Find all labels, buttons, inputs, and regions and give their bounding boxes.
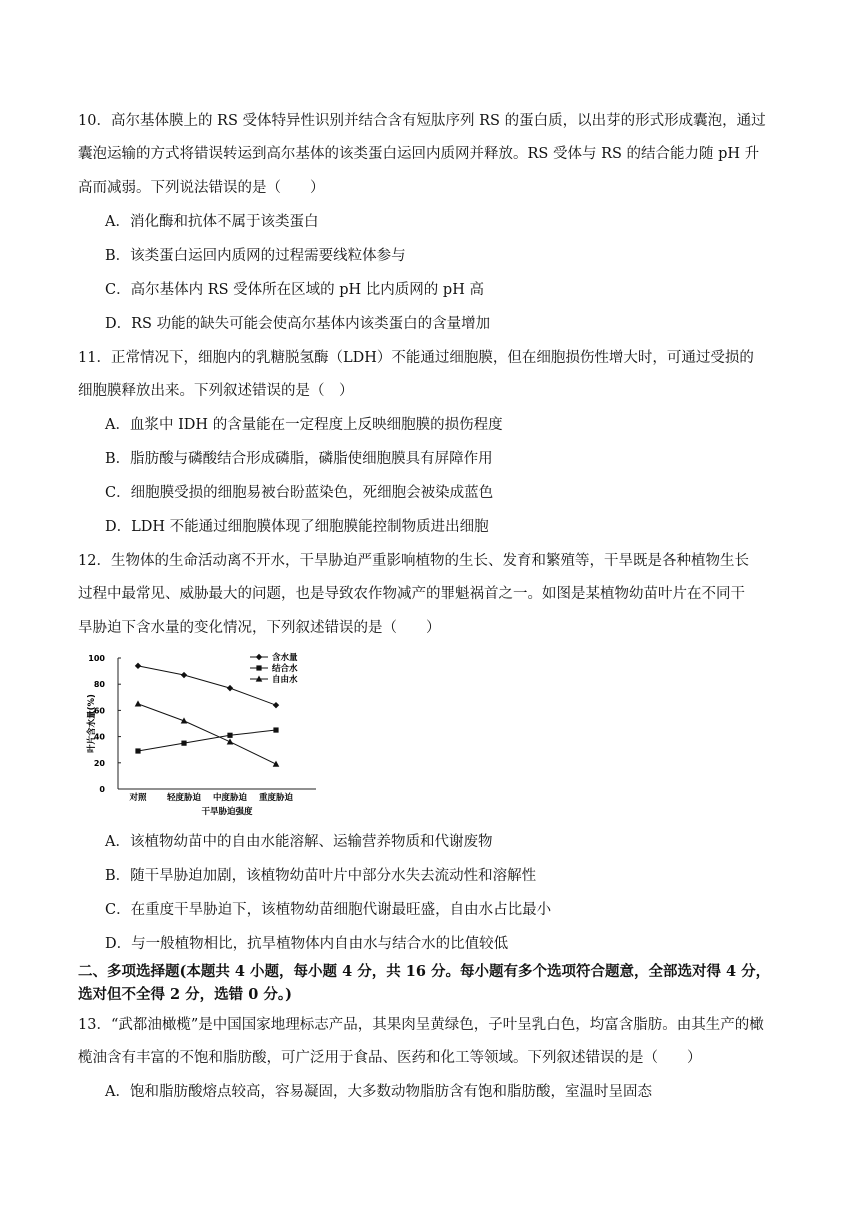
chart-series-lines xyxy=(138,666,276,764)
y-tick-label: 80 xyxy=(93,680,105,690)
section2-heading-line-2: 选对但不全得 2 分，选错 0 分。) xyxy=(78,986,292,1003)
q12-option-a: A．该植物幼苗中的自由水能溶解、运输营养物质和代谢废物 xyxy=(105,834,493,850)
q10-option-a: A．消化酶和抗体不属于该类蛋白 xyxy=(105,214,319,230)
data-point-square xyxy=(273,727,278,732)
q12-stem-line-1: 12．生物体的生命活动离不开水，干旱胁迫严重影响植物的生长、发育和繁殖等，干旱既是各种植物生长 xyxy=(78,553,749,569)
q11-stem-line-2: 细胞膜释放出来。下列叙述错误的是（ ） xyxy=(78,383,354,399)
x-tick-label: 重度胁迫 xyxy=(258,793,294,803)
data-point-diamond xyxy=(227,685,233,691)
q10-option-d: D．RS 功能的缺失可能会使高尔基体内该类蛋白的含量增加 xyxy=(105,316,491,332)
data-point-square xyxy=(135,748,140,753)
q10-stem-line-3: 高而减弱。下列说法错误的是（ ） xyxy=(78,180,325,196)
data-point-diamond xyxy=(273,702,279,708)
series-line-1 xyxy=(138,666,276,705)
water-content-line-chart xyxy=(84,646,324,826)
series-line-3 xyxy=(138,704,276,764)
q12-option-d: D．与一般植物相比，抗旱植物体内自由水与结合水的比值较低 xyxy=(105,936,509,952)
legend-label: 含水量 xyxy=(272,653,298,663)
legend-label: 结合水 xyxy=(272,664,298,674)
q13-option-a: A．饱和脂肪酸熔点较高，容易凝固，大多数动物脂肪含有饱和脂肪酸，室温时呈固态 xyxy=(105,1084,652,1100)
x-axis-title: 干旱胁迫强度 xyxy=(201,807,253,817)
q12-stem-line-2: 过程中最常见、威胁最大的问题，也是导致农作物减产的罪魁祸首之一。如图是某植物幼苗叶片在不同干 xyxy=(78,586,745,602)
data-point-triangle xyxy=(273,761,280,767)
section2-heading-line-1: 二、多项选择题(本题共 4 小题，每小题 4 分，共 16 分。每小题有多个选项符合题意，全部选对得 4 分， xyxy=(78,963,771,980)
q11-stem-line-1: 11．正常情况下，细胞内的乳糖脱氢酶（LDH）不能通过细胞膜，但在细胞损伤性增大时，可通过受损的 xyxy=(78,350,754,366)
data-point-triangle xyxy=(135,700,142,706)
legend-marker-square xyxy=(256,665,261,670)
q10-stem-line-2: 囊泡运输的方式将错误转运到高尔基体的该类蛋白运回内质网并释放。RS 受体与 RS 的结合能力随 pH 升 xyxy=(78,146,760,162)
data-point-triangle xyxy=(227,738,234,744)
q11-option-a: A．血浆中 IDH 的含量能在一定程度上反映细胞膜的损伤程度 xyxy=(105,417,503,433)
x-tick-label: 轻度胁迫 xyxy=(166,793,202,803)
q12-option-b: B．随干旱胁迫加剧，该植物幼苗叶片中部分水失去流动性和溶解性 xyxy=(105,868,537,884)
q10-option-b: B．该类蛋白运回内质网的过程需要线粒体参与 xyxy=(105,248,406,264)
y-axis-title: 叶片含水量(%) xyxy=(87,694,97,753)
q12-option-c: C．在重度干旱胁迫下，该植物幼苗细胞代谢最旺盛，自由水占比最小 xyxy=(105,902,552,918)
q12-stem-line-3: 旱胁迫下含水量的变化情况，下列叙述错误的是（ ） xyxy=(78,620,441,636)
legend-label: 自由水 xyxy=(272,675,298,685)
q11-option-c: C．细胞膜受损的细胞易被台盼蓝染色，死细胞会被染成蓝色 xyxy=(105,485,494,501)
q10-stem-line-1: 10．高尔基体膜上的 RS 受体特异性识别并结合含有短肽序列 RS 的蛋白质，以出芽的形式形成囊泡，通过 xyxy=(78,113,766,129)
data-point-diamond xyxy=(135,663,141,669)
y-tick-label: 100 xyxy=(88,654,105,663)
q11-option-b: B．脂肪酸与磷酸结合形成磷脂，磷脂使细胞膜具有屏障作用 xyxy=(105,451,493,467)
x-tick-label: 对照 xyxy=(129,793,147,803)
y-tick-label: 0 xyxy=(99,785,105,794)
x-tick-label: 中度胁迫 xyxy=(212,793,248,803)
q11-option-d: D．LDH 不能通过细胞膜体现了细胞膜能控制物质进出细胞 xyxy=(105,519,489,535)
y-tick-label: 60 xyxy=(93,706,105,716)
q10-option-c: C．高尔基体内 RS 受体所在区域的 pH 比内质网的 pH 高 xyxy=(105,282,484,298)
q13-stem-line-2: 榄油含有丰富的不饱和脂肪酸，可广泛用于食品、医药和化工等领域。下列叙述错误的是（ ） xyxy=(78,1050,702,1066)
data-point-diamond xyxy=(181,672,187,678)
q13-stem-line-1: 13．“武都油橄榄”是中国国家地理标志产品，其果肉呈黄绿色，子叶呈乳白色，均富含脂肪。由其生产的橄 xyxy=(78,1017,764,1033)
legend-marker-diamond xyxy=(256,654,262,660)
y-tick-label: 40 xyxy=(93,732,105,742)
data-point-square xyxy=(227,733,232,738)
y-tick-label: 20 xyxy=(93,758,105,768)
data-point-square xyxy=(181,741,186,746)
series-line-2 xyxy=(138,730,276,751)
chart-legend xyxy=(250,652,298,685)
